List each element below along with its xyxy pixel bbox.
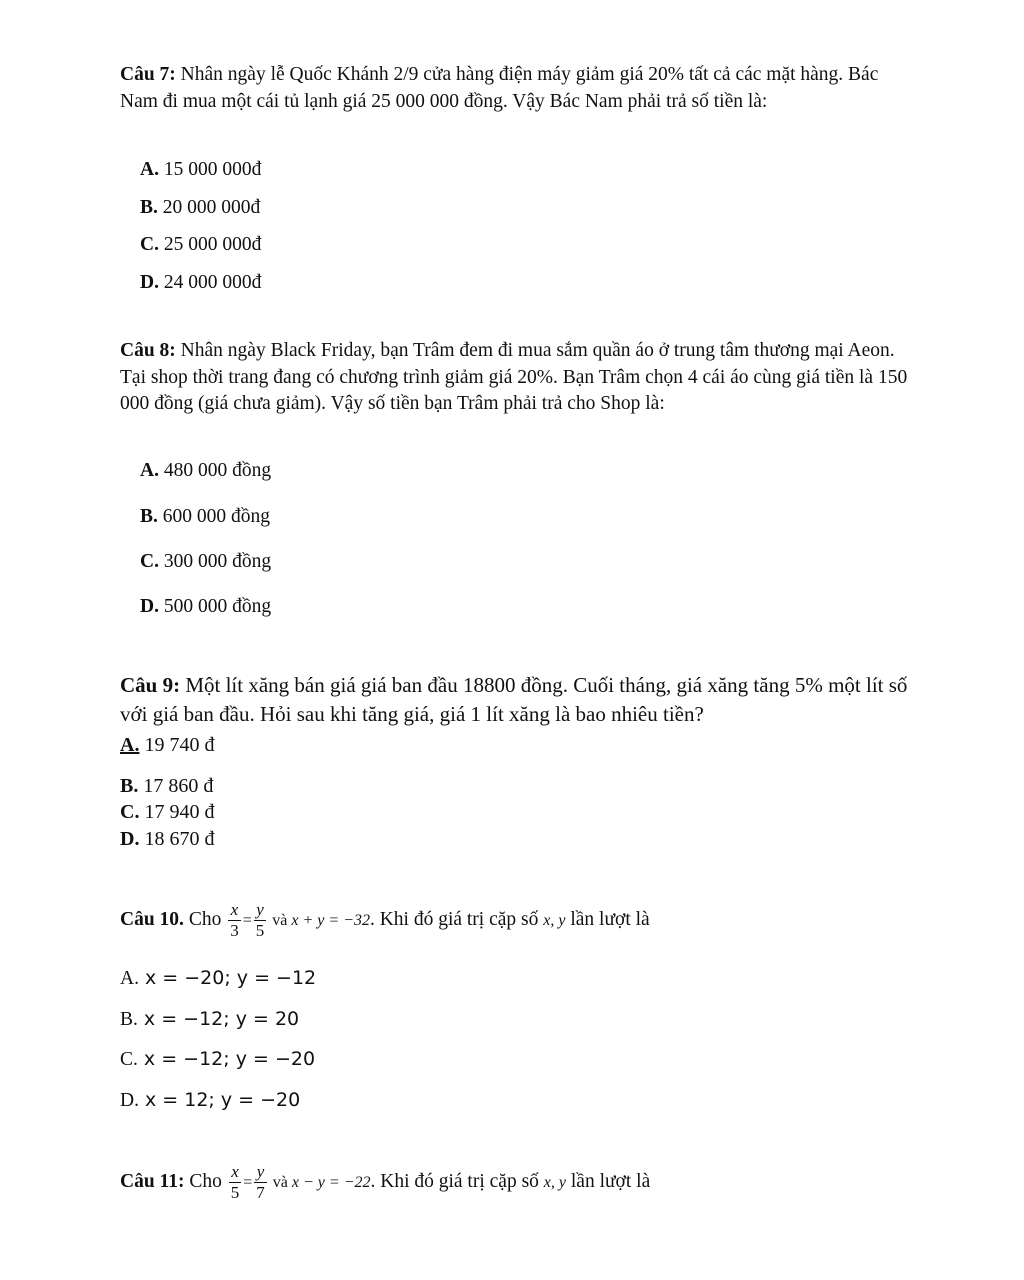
- q7-option-d[interactable]: D. 24 000 000đ: [140, 272, 262, 293]
- question-10-stem: Câu 10. Cho $\frac{x}{3}$ = $\frac{y}{5}$ và x + y = −32. Khi đó giá trị cặp số x, y lần lượt là: [120, 900, 650, 940]
- q9-option-c[interactable]: C. 17 940 đ: [120, 801, 215, 823]
- q8-option-d[interactable]: D. 500 000 đồng: [140, 596, 272, 617]
- question-9-text: Một lít xăng bán giá giá ban đầu 18800 đồng. Cuối tháng, giá xăng tăng 5% một lít số với giá ban đầu. Hỏi sau khi tăng giá, giá 1 lít xăng là bao nhiêu tiền?: [120, 673, 908, 726]
- q8-option-a[interactable]: A. 480 000 đồng: [140, 460, 272, 481]
- q11-fraction-y: $\frac{y}{7}$: [256, 1162, 265, 1202]
- question-8: [120, 338, 910, 418]
- question-8-text: Nhân ngày Black Friday, bạn Trâm đem đi mua sắm quần áo ở trung tâm thương mại Aeon. Tại shop thời trang đang có chương trình giảm giá 20%. Bạn Trâm chọn 4 cái áo cùng giá tiền là 150 000 đồng (giá chưa giảm). Vậy số tiền bạn Trâm phải trả cho Shop là:: [120, 340, 908, 414]
- q10-option-b[interactable]: B. x = −12; y = 20: [120, 1008, 300, 1030]
- q10-condition: x + y = −32: [291, 911, 370, 929]
- question-9-stem: [120, 671, 910, 729]
- q10-option-c[interactable]: C. x = −12; y = −20: [120, 1048, 316, 1070]
- q11-condition: x − y = −22: [291, 1173, 371, 1191]
- question-7-stem: [120, 62, 910, 115]
- q9-option-b[interactable]: B. 17 860 đ: [120, 775, 214, 797]
- q9-option-a[interactable]: A. 19 740 đ: [120, 734, 215, 756]
- q11-fraction-x: $\frac{x}{5}$: [230, 1162, 240, 1202]
- question-10: [120, 900, 910, 1111]
- question-7: [120, 62, 910, 115]
- question-9: [120, 671, 910, 850]
- q7-option-a[interactable]: A. 15 000 000đ: [140, 159, 262, 180]
- question-7-text: Nhân ngày lễ Quốc Khánh 2/9 cửa hàng điện máy giảm giá 20% tất cả các mặt hàng. Bác Nam đi mua một cái tủ lạnh giá 25 000 000 đồng. Vậy Bác Nam phải trả số tiền là:: [120, 64, 879, 112]
- question-7-number: Câu 7:: [120, 64, 176, 85]
- q10-option-a[interactable]: A. x = −20; y = −12: [120, 967, 317, 989]
- q8-option-b[interactable]: B. 600 000 đồng: [140, 506, 271, 527]
- q10-fraction-y: $\frac{y}{5}$: [255, 900, 265, 940]
- q7-option-c[interactable]: C. 25 000 000đ: [140, 234, 262, 255]
- question-9-number: Câu 9:: [120, 673, 181, 697]
- question-8-number: Câu 8:: [120, 340, 176, 361]
- question-10-number: Câu 10.: [120, 908, 184, 930]
- question-11-stem: Câu 11: Cho $\frac{x}{5}$ = $\frac{y}{7}$ và x − y = −22. Khi đó giá trị cặp số x, y lần lượt là: [120, 1162, 651, 1202]
- question-8-stem: [120, 338, 910, 418]
- q10-fraction-x: $\frac{x}{3}$: [230, 900, 239, 940]
- q10-option-d[interactable]: D. x = 12; y = −20: [120, 1089, 301, 1111]
- q9-option-d[interactable]: D. 18 670 đ: [120, 828, 215, 850]
- q8-option-c[interactable]: C. 300 000 đồng: [140, 551, 272, 572]
- question-11-number: Câu 11:: [120, 1170, 185, 1192]
- q7-option-b[interactable]: B. 20 000 000đ: [140, 197, 261, 218]
